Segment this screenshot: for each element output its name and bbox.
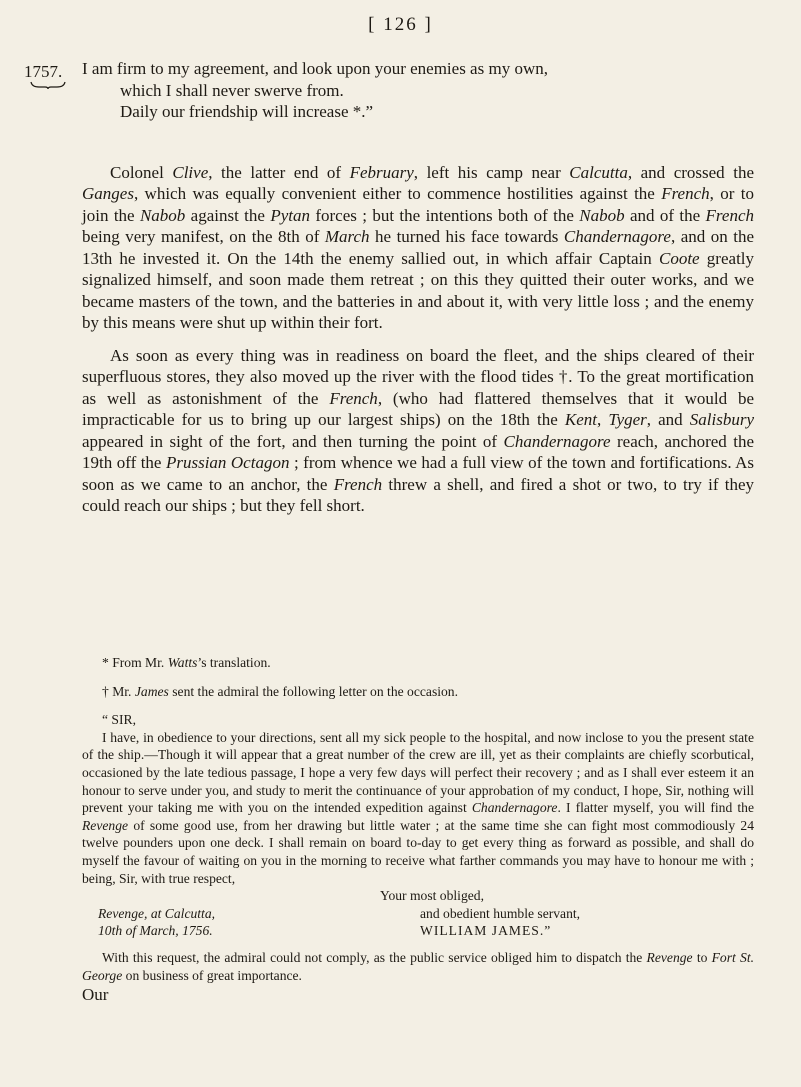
letter-salutation: “ SIR, [102, 712, 136, 728]
paragraph: As soon as every thing was in readiness on board the fleet, and the ships cleared of their superfluous stores, they also moved up the river with the flood tides †. To the great mortification as well as astonishment of the French, (who had flattered themselves that it would be impracticable for us to bring up our largest ships) on the 18th the Kent, Tyger, and Salisbury appeared in sight of the fort, and then turning the point of Chandernagore reach, anchored the 19th off the Prussian Octagon ; from whence we had a full view of the town and fortifications. As soon as we came to an anchor, the French threw a shell, and fired a shot or two, to try if they could reach our ships ; but they fell short. [82, 345, 755, 515]
letter-closing: Your most obliged, [380, 888, 484, 904]
letter-date: 10th of March, 1756. [98, 923, 213, 939]
footnote: * From Mr. Watts’s translation. [102, 655, 271, 670]
main-text [82, 58, 754, 517]
letter-signoff [82, 922, 754, 940]
letter-place: Revenge, at Calcutta, [98, 905, 216, 921]
letter-signature: WILLIAM JAMES.” [420, 923, 552, 939]
margin-brace-icon [30, 80, 66, 90]
page-header [0, 14, 801, 36]
margin-year: 1757. [24, 62, 63, 81]
letter-signoff [82, 905, 754, 923]
page-number: [ 126 ] [368, 14, 433, 35]
footnotes [82, 654, 754, 1004]
paragraph: Colonel Clive, the latter end of February, left his camp near Calcutta, and crossed the Ganges, which was equally convenient either to commence hostilities against the French, or to join the Nabob against the Pytan forces ; but the intentions both of the Nabob and of the French being very manifest, on the 8th of March he turned his face towards Chandernagore, and on the 13th he invested it. On the 14th the enemy sallied out, in which affair Captain Coote greatly signalized himself, and soon made them retreat ; on this they quitted their outer works, and we became masters of the town, and the batteries in and about it, with very little loss ; and the enemy by this means were shut up within their fort. [82, 162, 755, 332]
verse-line: Daily our friendship will increase *.” [120, 102, 374, 121]
letter-closing: and obedient humble servant, [420, 905, 581, 921]
verse-line: which I shall never swerve from. [120, 80, 344, 100]
verse-line: I am firm to my agreement, and look upon your enemies as my own, [82, 59, 548, 78]
footnote: † Mr. James sent the admiral the following letter on the occasion. [102, 683, 459, 699]
footnote-continuation: With this request, the admiral could not comply, as the public service obliged him to dispatch the Revenge to Fort St. George on business of great importance. [82, 949, 754, 983]
catchword: Our [82, 985, 109, 1005]
verse-block [82, 58, 754, 123]
letter-body: I have, in obedience to your directions, sent all my sick people to the hospital, and now inclose to you the present state of the ship.—Though it will appear that a great number of the crew are ill, yet as their complaints are chiefly scorbutical, occasioned by the late tedious passage, I hope a very few days will perfect their recovery ; and as I shall ever esteem it an honour to serve under you, and study to merit the continuance of your approbation of my conduct, I hope, Sir, nothing will prevent your taking me with you on the intended expedition against Chandernagore. I flatter myself, you will find the Revenge of some good use, from her drawing but little water ; at the same time she can fight most commodiously 24 twelve pounders upon one deck. I shall remain on board to-day to get every thing as forward as possible, and shall do myself the favour of waiting on you in the morning to receive what farther commands you may have to honour me with ; being, Sir, with true respect, [82, 729, 754, 886]
